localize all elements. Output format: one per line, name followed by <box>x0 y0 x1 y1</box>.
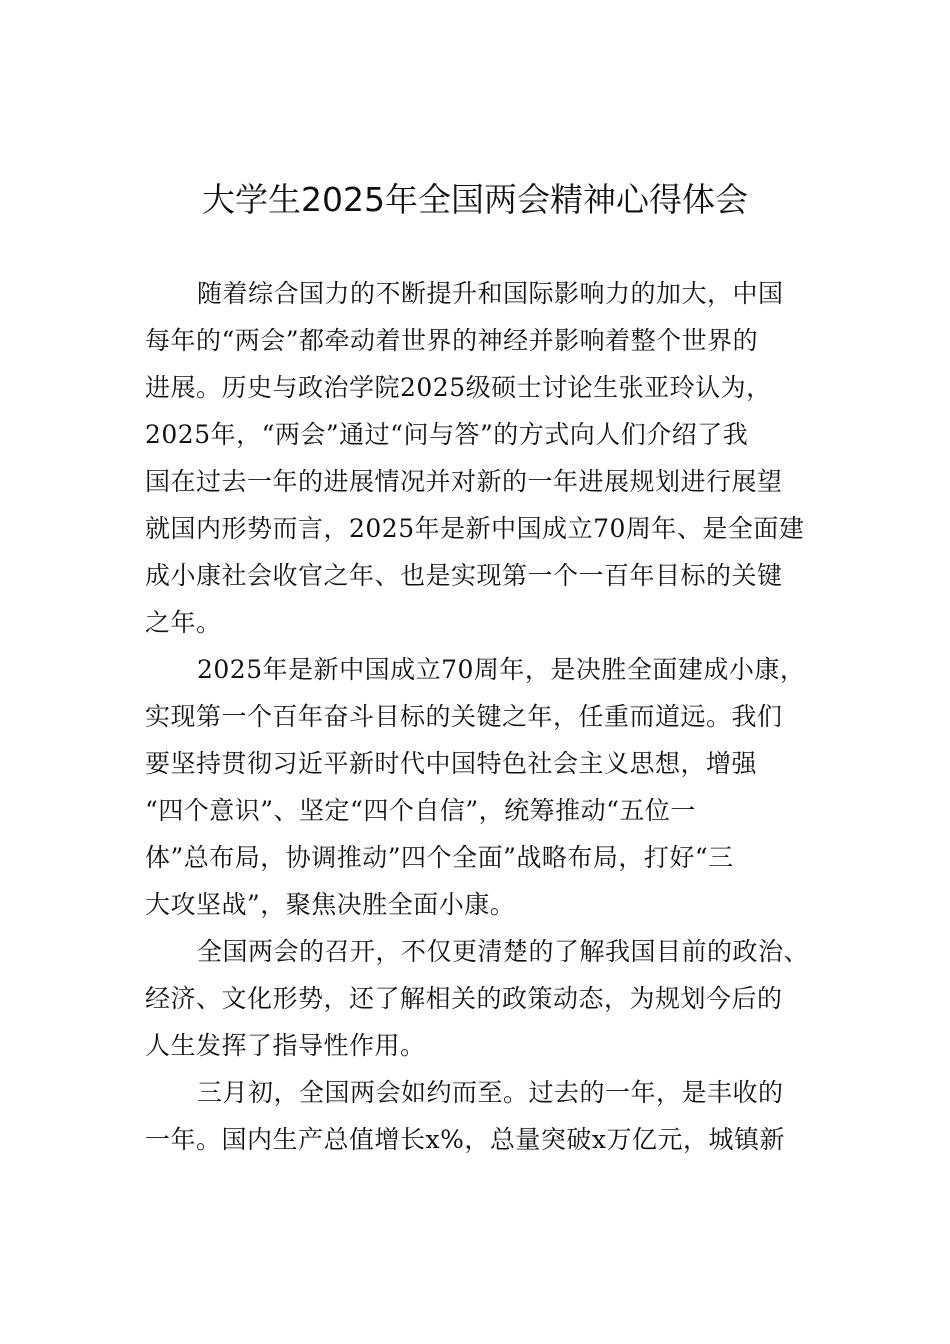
paragraph-2-line-6: 大攻坚战”，聚焦决胜全面小康。 <box>145 890 516 919</box>
paragraph-3-line-2: 经济、文化形势，还了解相关的政策动态，为规划今后的 <box>145 984 783 1013</box>
paragraph-1-line-3: 进展。历史与政治学院2025级硕士讨论生张亚玲认为， <box>145 373 772 402</box>
paragraph-1-line-7: 成小康社会收官之年、也是实现第一个一百年目标的关键 <box>145 561 783 590</box>
paragraph-1-line-8: 之年。 <box>145 608 222 637</box>
paragraph-1-line-2: 每年的“两会”都牵动着世界的神经并影响着整个世界的 <box>145 326 759 355</box>
paragraph-3-line-3: 人生发挥了指导性作用。 <box>145 1031 426 1060</box>
paragraph-2-line-1: 2025年是新中国成立70周年，是决胜全面建成小康， <box>197 655 806 684</box>
paragraph-2-line-3: 要坚持贯彻习近平新时代中国特色社会主义思想，增强 <box>145 749 758 778</box>
document-title: 大学生2025年全国两会精神心得体会 <box>202 180 748 219</box>
paragraph-2-line-2: 实现第一个百年奋斗目标的关键之年，任重而道远。我们 <box>145 702 783 731</box>
paragraph-2-line-5: 体”总布局，协调推动”四个全面”战略布局，打好“三 <box>145 843 734 872</box>
paragraph-2-line-4: “四个意识”、坚定“四个自信”，统筹推动“五位一 <box>145 796 696 825</box>
paragraph-3-line-1: 全国两会的召开，不仅更清楚的了解我国目前的政治、 <box>197 937 810 966</box>
paragraph-1-line-1: 随着综合国力的不断提升和国际影响力的加大，中国 <box>197 279 784 308</box>
paragraph-1-line-6: 就国内形势而言，2025年是新中国成立70周年、是全面建 <box>145 514 805 543</box>
paragraph-4-line-2: 一年。国内生产总值增长x%，总量突破x万亿元，城镇新 <box>145 1125 785 1154</box>
paragraph-4-line-1: 三月初，全国两会如约而至。过去的一年，是丰收的 <box>197 1078 784 1107</box>
document-body <box>145 276 825 1169</box>
paragraph-1-line-5: 国在过去一年的进展情况并对新的一年进展规划进行展望 <box>145 467 783 496</box>
paragraph-1-line-4: 2025年，“两会”通过“问与答”的方式向人们介绍了我 <box>145 420 749 449</box>
